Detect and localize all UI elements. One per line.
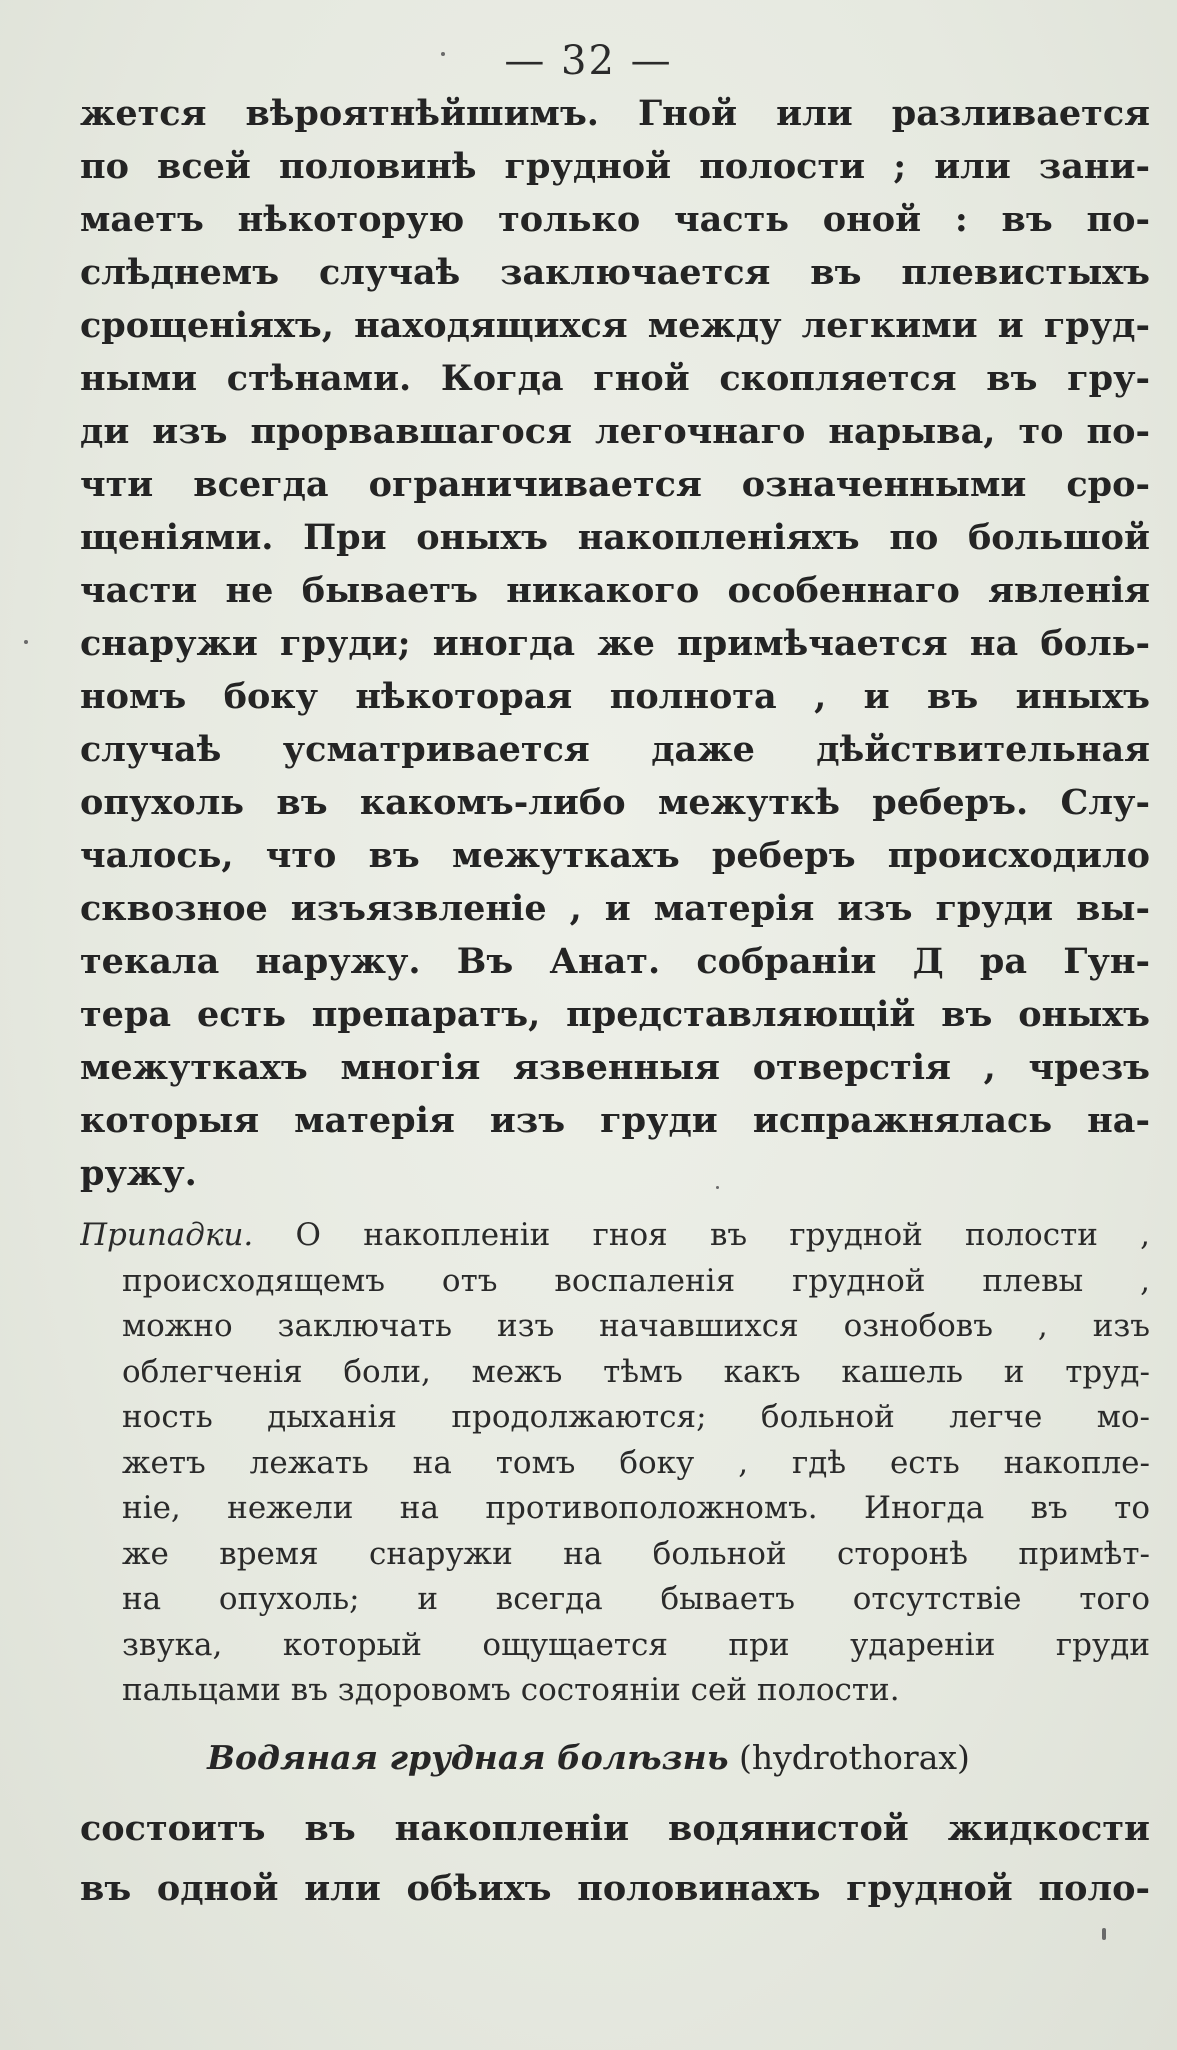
paragraph-line: тера есть препаратъ, представляющій въ оныхъ	[80, 994, 1150, 1035]
section-title	[0, 1738, 1177, 1777]
main-paragraph	[80, 87, 1150, 1200]
paragraph-line: срощеніяхъ, находящихся между легкими и груд-	[80, 305, 1150, 346]
symptoms-line: звука, который ощущается при удареніи груди	[122, 1626, 1150, 1663]
paragraph-line: ружу.	[80, 1153, 197, 1194]
symptoms-line: жетъ лежать на томъ боку , гдѣ есть накопле-	[122, 1444, 1150, 1481]
symptoms-paragraph	[80, 1213, 1150, 1714]
paper-speck	[24, 640, 28, 644]
paragraph-line: ди изъ прорвавшагося легочнаго нарыва, то по-	[80, 411, 1150, 452]
paragraph-line: части не бываетъ никакого особеннаго явленія	[80, 570, 1150, 611]
paper-speck	[1102, 1928, 1106, 1940]
paper-speck	[716, 1186, 719, 1189]
paragraph-line: которыя матерія изъ груди испражнялась на-	[80, 1100, 1150, 1141]
symptoms-line: облегченія боли, межъ тѣмъ какъ кашель и труд-	[122, 1353, 1150, 1390]
section-title-latin: (hydrothorax)	[739, 1738, 970, 1777]
paragraph-line: чти всегда ограничивается означенными сро-	[80, 464, 1150, 505]
paragraph-line: по всей половинѣ грудной полости ; или зани-	[80, 146, 1150, 187]
paragraph-line: межуткахъ многія язвенныя отверстія , чрезъ	[80, 1047, 1150, 1088]
symptoms-line: ность дыханія продолжаются; больной легче мо-	[122, 1399, 1150, 1435]
section-title-russian: Водяная грудная болѣзнь	[207, 1738, 729, 1777]
symptoms-line: ніе, нежели на противоположномъ. Иногда въ то	[122, 1490, 1150, 1526]
paragraph-line: ными стѣнами. Когда гной скопляется въ гру-	[80, 358, 1150, 399]
symptoms-line: пальцами въ здоровомъ состояніи сей полости.	[122, 1672, 900, 1708]
symptoms-line: на опухоль; и всегда бываетъ отсутствіе того	[122, 1581, 1150, 1617]
symptoms-line: же время снаружи на больной сторонѣ примѣт-	[122, 1535, 1150, 1572]
paragraph-line: чалось, что въ межуткахъ реберъ происходило	[80, 835, 1150, 876]
symptoms-heading: Припадки.	[80, 1217, 254, 1253]
paragraph-line: случаѣ усматривается даже дѣйствительная	[80, 729, 1150, 770]
paragraph-line: жется вѣроятнѣйшимъ. Гной или разливается	[80, 93, 1150, 134]
paragraph-line: текала наружу. Въ Анат. собраніи Д ра Гун-	[80, 941, 1150, 982]
paragraph-line: щеніями. При оныхъ накопленіяхъ по большой	[80, 517, 1150, 558]
paragraph-line: опухоль въ какомъ-либо межуткѣ реберъ. Слу-	[80, 782, 1150, 823]
closing-line: въ одной или обѣихъ половинахъ грудной поло-	[80, 1868, 1150, 1909]
paragraph-line: сквозное изъязвленіе , и матерія изъ груди вы-	[80, 888, 1150, 929]
paragraph-line: номъ боку нѣкоторая полнота , и въ иныхъ	[80, 676, 1150, 717]
closing-paragraph	[80, 1799, 1150, 1919]
symptoms-line: происходящемъ отъ воспаленія грудной плевы ,	[122, 1262, 1150, 1299]
paragraph-line: слѣднемъ случаѣ заключается въ плевистыхъ	[80, 252, 1150, 293]
paragraph-line: маетъ нѣкоторую только часть оной : въ по-	[80, 199, 1150, 240]
symptoms-first-line	[80, 1213, 1150, 1259]
paragraph-line: снаружи груди; иногда же примѣчается на боль-	[80, 623, 1150, 664]
page-number: — 32 —	[504, 38, 673, 84]
symptoms-line: можно заключать изъ начавшихся ознобовъ , изъ	[122, 1308, 1150, 1344]
paper-speck	[441, 52, 445, 56]
closing-line: состоитъ въ накопленіи водянистой жидкости	[80, 1808, 1150, 1849]
symptoms-first-line-text: О накопленіи гноя въ грудной полости ,	[295, 1217, 1150, 1253]
